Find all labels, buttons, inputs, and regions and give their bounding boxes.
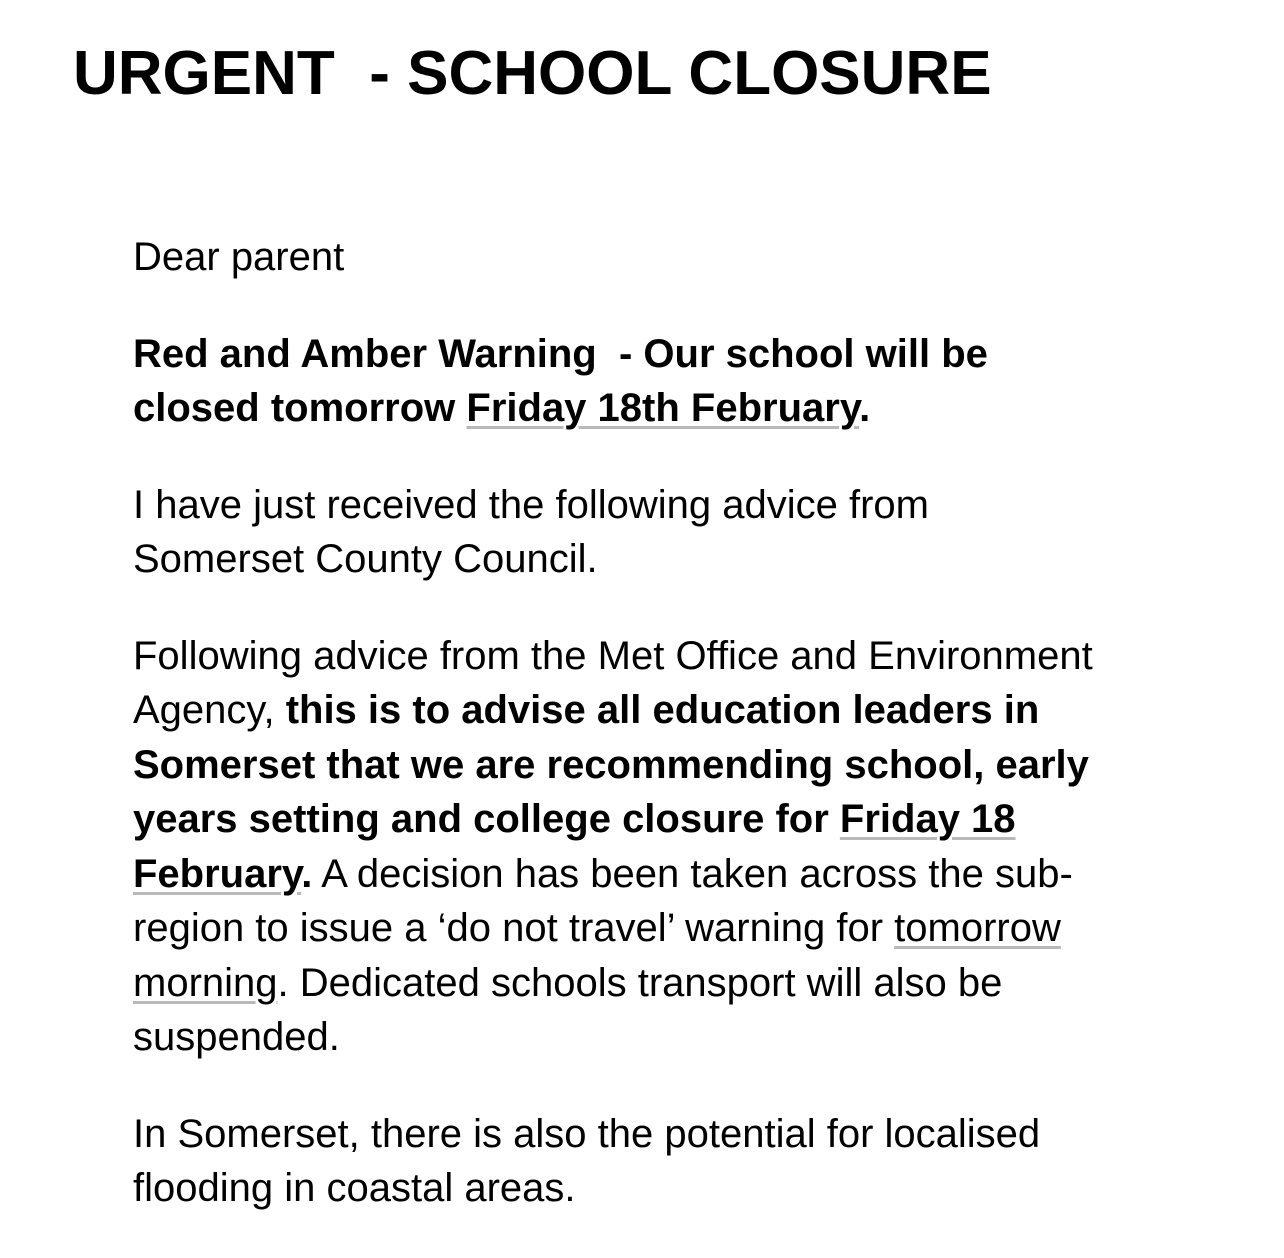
date-link-february[interactable]: February bbox=[133, 851, 302, 896]
date-link-friday-18th-february[interactable]: Friday 18th February bbox=[466, 386, 860, 430]
advice-line-7 bbox=[133, 956, 1173, 1011]
greeting-paragraph bbox=[133, 230, 1173, 285]
flooding-paragraph bbox=[133, 1107, 1173, 1216]
date-link-friday-18[interactable]: Friday 18 bbox=[839, 797, 1016, 841]
date-link-morning[interactable]: morning bbox=[133, 960, 278, 1005]
advice-line-5 bbox=[133, 847, 1173, 902]
headline-line-2 bbox=[133, 381, 1173, 436]
advice-line-2 bbox=[133, 683, 1173, 738]
letter-body bbox=[133, 230, 1173, 1258]
advice-bold-period: . bbox=[301, 851, 313, 896]
advice-line-8: suspended. bbox=[133, 1015, 340, 1059]
headline-period: . bbox=[859, 386, 871, 430]
headline-text: closed tomorrow bbox=[133, 386, 467, 430]
advice-intro-line-2: Somerset County Council. bbox=[133, 537, 598, 581]
advice-bold-text: years setting and college closure for bbox=[133, 797, 840, 841]
flooding-line-2: flooding in coastal areas. bbox=[133, 1166, 576, 1210]
advice-bold-text: this is to advise all education leaders in bbox=[285, 688, 1040, 732]
advice-line-3: Somerset that we are recommending school, early bbox=[133, 742, 1089, 787]
advice-text: region to issue a ‘do not travel’ warning for bbox=[133, 906, 895, 950]
page-title: URGENT - SCHOOL CLOSURE bbox=[73, 39, 992, 108]
closure-headline bbox=[133, 327, 1173, 436]
advice-line-4 bbox=[133, 792, 1173, 847]
advice-text: Agency, bbox=[133, 688, 286, 732]
advice-intro-paragraph bbox=[133, 478, 1173, 587]
advice-line-1: Following advice from the Met Office and Environment bbox=[133, 633, 1093, 678]
greeting-text: Dear parent bbox=[133, 235, 345, 279]
headline-line-1: Red and Amber Warning - Our school will be bbox=[133, 331, 988, 376]
advice-text: . Dedicated schools transport will also be bbox=[277, 960, 1003, 1005]
council-advice-paragraph bbox=[133, 629, 1173, 1065]
advice-intro-line-1: I have just received the following advice from bbox=[133, 482, 929, 527]
date-link-tomorrow[interactable]: tomorrow bbox=[894, 906, 1061, 950]
advice-line-6 bbox=[133, 901, 1173, 956]
advice-text: A decision has been taken across the sub- bbox=[312, 851, 1073, 896]
flooding-line-1: In Somerset, there is also the potential for localised bbox=[133, 1111, 1041, 1156]
